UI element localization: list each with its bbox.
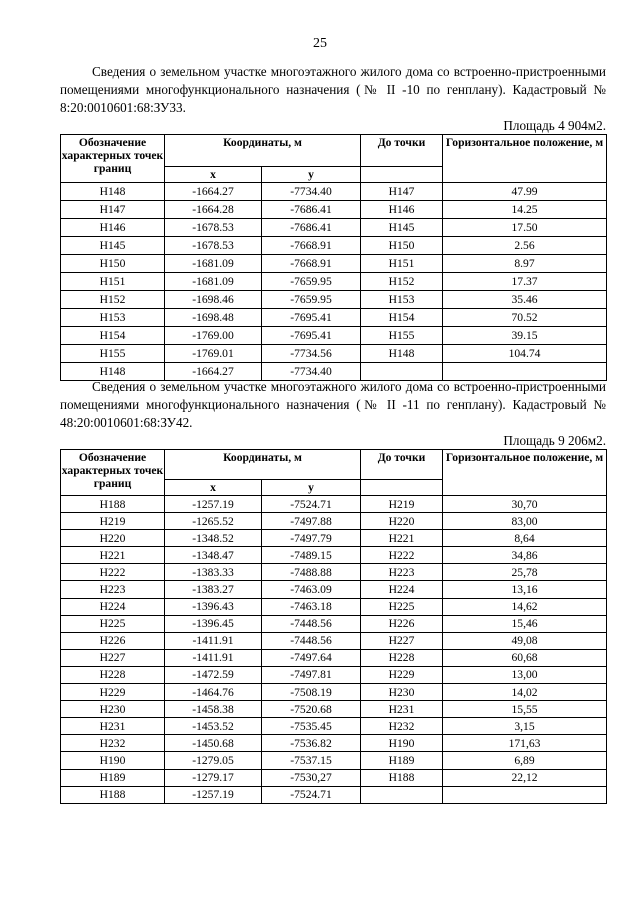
distance-cell: 35.46: [443, 291, 607, 309]
y-cell: -7537.15: [262, 752, 361, 769]
table-row: [61, 237, 607, 255]
table-row: [61, 496, 607, 513]
point-cell: Н219: [61, 513, 165, 530]
point-cell: Н189: [61, 769, 165, 786]
x-cell: -1769.01: [165, 345, 262, 363]
coordinates-table: [60, 134, 607, 381]
point-cell: Н231: [61, 718, 165, 735]
table-row: [61, 598, 607, 615]
table-row: [61, 615, 607, 632]
point-cell: Н224: [61, 598, 165, 615]
y-cell: -7463.09: [262, 581, 361, 598]
to-point-cell: Н230: [361, 684, 443, 701]
to-point-cell: Н152: [361, 273, 443, 291]
distance-cell: 22,12: [443, 769, 607, 786]
header-x: x: [165, 480, 262, 496]
y-cell: -7686.41: [262, 201, 361, 219]
table-row: [61, 769, 607, 786]
table-row: [61, 718, 607, 735]
table-row: [61, 547, 607, 564]
to-point-cell: Н155: [361, 327, 443, 345]
point-cell: Н155: [61, 345, 165, 363]
y-cell: -7734.40: [262, 363, 361, 381]
x-cell: -1464.76: [165, 684, 262, 701]
x-cell: -1458.38: [165, 701, 262, 718]
table-row: [61, 564, 607, 581]
y-cell: -7489.15: [262, 547, 361, 564]
x-cell: -1769.00: [165, 327, 262, 345]
x-cell: -1411.91: [165, 649, 262, 666]
distance-cell: [443, 786, 607, 803]
distance-cell: 15,55: [443, 701, 607, 718]
to-point-cell: Н154: [361, 309, 443, 327]
point-cell: Н223: [61, 581, 165, 598]
header-to-point: До точки: [361, 450, 443, 480]
point-cell: Н225: [61, 615, 165, 632]
to-point-cell: Н188: [361, 769, 443, 786]
x-cell: -1664.27: [165, 183, 262, 201]
point-cell: Н188: [61, 496, 165, 513]
to-point-cell: Н227: [361, 632, 443, 649]
point-cell: Н227: [61, 649, 165, 666]
x-cell: -1279.05: [165, 752, 262, 769]
to-point-cell: Н226: [361, 615, 443, 632]
table-row: [61, 219, 607, 237]
distance-cell: 83,00: [443, 513, 607, 530]
section-description: Сведения о земельном участке многоэтажного жилого дома со встроенно-пристроенными помещениями многофункционального назначения (№ II -11 по генплану). Кадастровый № 48:20:0010601:68:ЗУ42.: [60, 379, 606, 430]
x-cell: -1257.19: [165, 496, 262, 513]
to-point-cell: Н225: [361, 598, 443, 615]
page-number: 25: [313, 36, 327, 51]
table-row: [61, 309, 607, 327]
to-point-cell: Н153: [361, 291, 443, 309]
header-to-point: До точки: [361, 135, 443, 167]
land-plot-section-2: [60, 378, 606, 804]
x-cell: -1664.27: [165, 363, 262, 381]
to-point-cell: Н222: [361, 547, 443, 564]
header-y: y: [262, 167, 361, 183]
to-point-cell: Н223: [361, 564, 443, 581]
table-row: [61, 581, 607, 598]
header-designation: Обозначение характерных точек границ: [61, 450, 165, 496]
distance-cell: 15,46: [443, 615, 607, 632]
point-cell: Н229: [61, 684, 165, 701]
table-row: [61, 666, 607, 683]
point-cell: Н222: [61, 564, 165, 581]
y-cell: -7695.41: [262, 309, 361, 327]
distance-cell: 8,64: [443, 530, 607, 547]
table-row: [61, 291, 607, 309]
point-cell: Н145: [61, 237, 165, 255]
y-cell: -7686.41: [262, 219, 361, 237]
y-cell: -7535.45: [262, 718, 361, 735]
to-point-cell: Н148: [361, 345, 443, 363]
point-cell: Н153: [61, 309, 165, 327]
y-cell: -7659.95: [262, 273, 361, 291]
y-cell: -7734.56: [262, 345, 361, 363]
to-point-cell: Н224: [361, 581, 443, 598]
x-cell: -1664.28: [165, 201, 262, 219]
distance-cell: 39.15: [443, 327, 607, 345]
x-cell: -1698.46: [165, 291, 262, 309]
header-coordinates: Координаты, м: [165, 450, 361, 480]
y-cell: -7659.95: [262, 291, 361, 309]
point-cell: Н148: [61, 363, 165, 381]
y-cell: -7524.71: [262, 786, 361, 803]
distance-cell: 25,78: [443, 564, 607, 581]
distance-cell: 171,63: [443, 735, 607, 752]
table-row: [61, 684, 607, 701]
to-point-cell: Н190: [361, 735, 443, 752]
y-cell: -7668.91: [262, 255, 361, 273]
to-point-cell: Н231: [361, 701, 443, 718]
to-point-cell: Н229: [361, 666, 443, 683]
distance-cell: 14,62: [443, 598, 607, 615]
header-horizontal: Горизонтальное положение, м: [443, 135, 607, 183]
coordinates-table: [60, 449, 607, 804]
y-cell: -7488.88: [262, 564, 361, 581]
table-row: [61, 735, 607, 752]
to-point-cell: Н145: [361, 219, 443, 237]
to-point-cell: Н220: [361, 513, 443, 530]
point-cell: Н232: [61, 735, 165, 752]
x-cell: -1698.48: [165, 309, 262, 327]
point-cell: Н152: [61, 291, 165, 309]
y-cell: -7524.71: [262, 496, 361, 513]
header-to-point-blank: [361, 167, 443, 183]
y-cell: -7520.68: [262, 701, 361, 718]
header-y: y: [262, 480, 361, 496]
point-cell: Н188: [61, 786, 165, 803]
distance-cell: 14.25: [443, 201, 607, 219]
x-cell: -1279.17: [165, 769, 262, 786]
table-row: [61, 632, 607, 649]
y-cell: -7668.91: [262, 237, 361, 255]
table-row: [61, 255, 607, 273]
point-cell: Н148: [61, 183, 165, 201]
x-cell: -1265.52: [165, 513, 262, 530]
point-cell: Н146: [61, 219, 165, 237]
to-point-cell: Н189: [361, 752, 443, 769]
land-plot-section-1: [60, 63, 606, 381]
point-cell: Н230: [61, 701, 165, 718]
x-cell: -1411.91: [165, 632, 262, 649]
table-row: [61, 513, 607, 530]
y-cell: -7497.79: [262, 530, 361, 547]
y-cell: -7497.64: [262, 649, 361, 666]
header-x: x: [165, 167, 262, 183]
distance-cell: 104.74: [443, 345, 607, 363]
table-row: [61, 327, 607, 345]
distance-cell: 34,86: [443, 547, 607, 564]
point-cell: Н154: [61, 327, 165, 345]
table-row: [61, 345, 607, 363]
y-cell: -7530,27: [262, 769, 361, 786]
header-designation: Обозначение характерных точек границ: [61, 135, 165, 183]
header-coordinates: Координаты, м: [165, 135, 361, 167]
x-cell: -1396.43: [165, 598, 262, 615]
point-cell: Н190: [61, 752, 165, 769]
to-point-cell: Н150: [361, 237, 443, 255]
point-cell: Н226: [61, 632, 165, 649]
section-description: Сведения о земельном участке многоэтажного жилого дома со встроенно-пристроенными помещениями многофункционального назначения (№ II -10 по генплану). Кадастровый № 8:20:0010601:68:ЗУ33.: [60, 64, 606, 115]
point-cell: Н220: [61, 530, 165, 547]
x-cell: -1450.68: [165, 735, 262, 752]
y-cell: -7497.88: [262, 513, 361, 530]
y-cell: -7734.40: [262, 183, 361, 201]
x-cell: -1348.52: [165, 530, 262, 547]
x-cell: -1681.09: [165, 255, 262, 273]
distance-cell: 13,00: [443, 666, 607, 683]
distance-cell: 70.52: [443, 309, 607, 327]
y-cell: -7463.18: [262, 598, 361, 615]
table-row: [61, 649, 607, 666]
point-cell: Н147: [61, 201, 165, 219]
to-point-cell: Н146: [361, 201, 443, 219]
y-cell: -7508.19: [262, 684, 361, 701]
x-cell: -1383.27: [165, 581, 262, 598]
distance-cell: 2.56: [443, 237, 607, 255]
distance-cell: 8.97: [443, 255, 607, 273]
to-point-cell: Н219: [361, 496, 443, 513]
distance-cell: 49,08: [443, 632, 607, 649]
distance-cell: 60,68: [443, 649, 607, 666]
to-point-cell: Н147: [361, 183, 443, 201]
to-point-cell: Н221: [361, 530, 443, 547]
x-cell: -1383.33: [165, 564, 262, 581]
x-cell: -1472.59: [165, 666, 262, 683]
table-row: [61, 752, 607, 769]
table-row: [61, 786, 607, 803]
table-row: [61, 530, 607, 547]
distance-cell: 13,16: [443, 581, 607, 598]
table-row: [61, 273, 607, 291]
x-cell: -1678.53: [165, 219, 262, 237]
header-horizontal: Горизонтальное положение, м: [443, 450, 607, 496]
x-cell: -1257.19: [165, 786, 262, 803]
distance-cell: 17.37: [443, 273, 607, 291]
x-cell: -1453.52: [165, 718, 262, 735]
distance-cell: 14,02: [443, 684, 607, 701]
distance-cell: 3,15: [443, 718, 607, 735]
plot-area: Площадь 4 904м2.: [503, 118, 606, 133]
table-row: [61, 183, 607, 201]
to-point-cell: Н151: [361, 255, 443, 273]
distance-cell: 30,70: [443, 496, 607, 513]
point-cell: Н228: [61, 666, 165, 683]
x-cell: -1678.53: [165, 237, 262, 255]
to-point-cell: Н232: [361, 718, 443, 735]
y-cell: -7448.56: [262, 632, 361, 649]
table-row: [61, 701, 607, 718]
distance-cell: 47.99: [443, 183, 607, 201]
x-cell: -1681.09: [165, 273, 262, 291]
table-row: [61, 201, 607, 219]
x-cell: -1396.45: [165, 615, 262, 632]
y-cell: -7448.56: [262, 615, 361, 632]
distance-cell: 17.50: [443, 219, 607, 237]
point-cell: Н221: [61, 547, 165, 564]
to-point-cell: [361, 786, 443, 803]
distance-cell: 6,89: [443, 752, 607, 769]
header-to-point-blank: [361, 480, 443, 496]
y-cell: -7497.81: [262, 666, 361, 683]
x-cell: -1348.47: [165, 547, 262, 564]
y-cell: -7536.82: [262, 735, 361, 752]
y-cell: -7695.41: [262, 327, 361, 345]
point-cell: Н151: [61, 273, 165, 291]
to-point-cell: Н228: [361, 649, 443, 666]
point-cell: Н150: [61, 255, 165, 273]
plot-area: Площадь 9 206м2.: [503, 433, 606, 448]
